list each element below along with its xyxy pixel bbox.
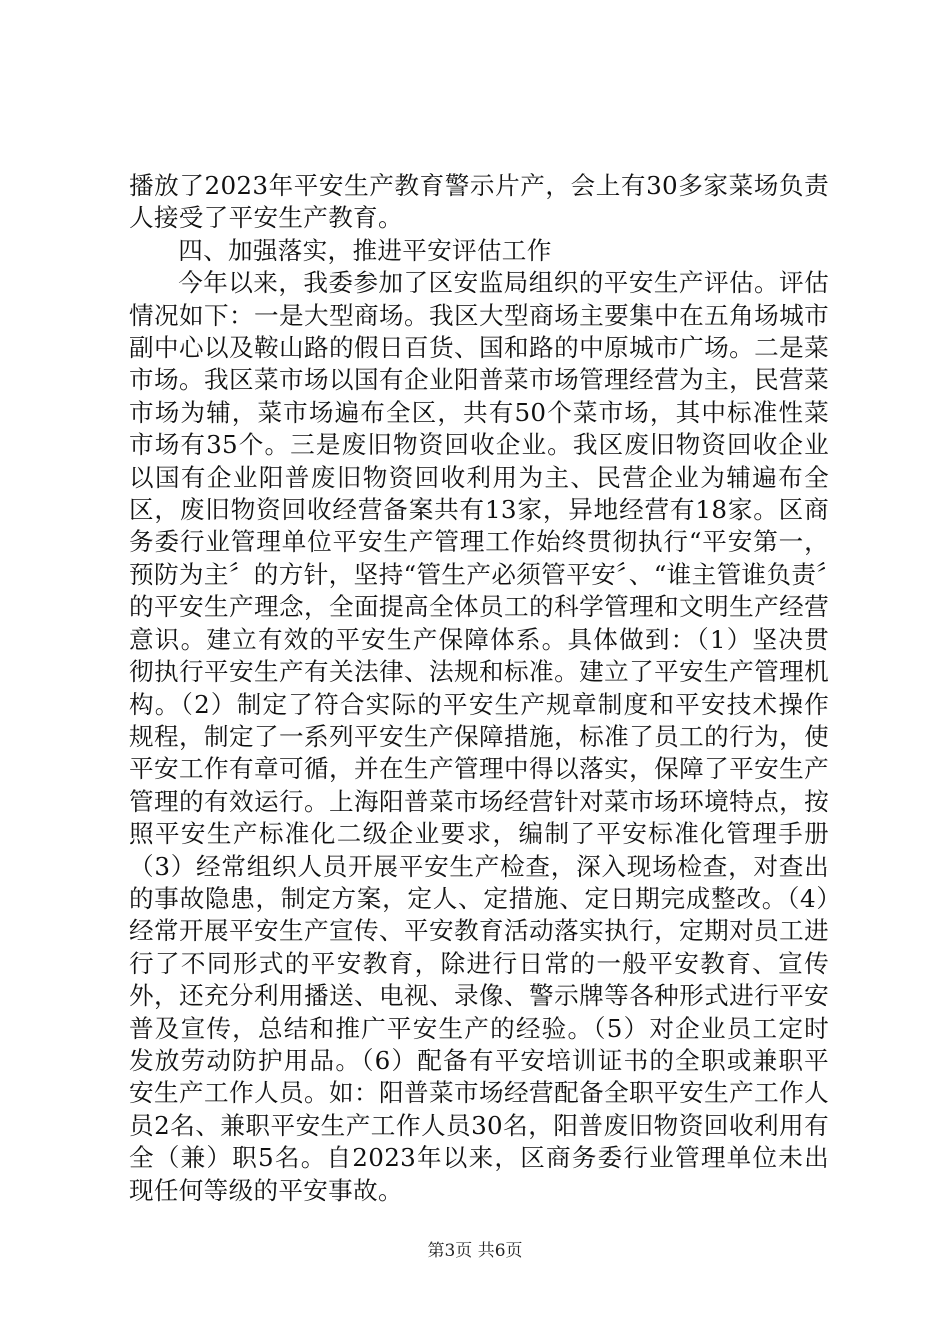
section-heading-4: 四、加强落实，推进平安评估工作 (178, 235, 552, 265)
document-body (129, 170, 829, 1207)
paragraph-intro: 播放了2023年平安生产教育警示片产，会上有30多家菜场负责人接受了平安生产教育。 (129, 171, 829, 233)
page-number-label: 第3页 共6页 (427, 1241, 523, 1261)
paragraph-assessment: 今年以来，我委参加了区安监局组织的平安生产评估。评估情况如下：一是大型商场。我区大型商场主要集中在五角场城市副中心以及鞍山路的假日百货、国和路的中原城市广场。二是菜市场。我区菜市场以国有企业阳普菜市场管理经营为主，民营菜市场为辅，菜市场遍布全区，共有50个菜市场，其中标准性菜市场有35个。三是废旧物资回收企业。我区废旧物资回收企业以国有企业阳普废旧物资回收利用为主、民营企业为辅遍布全区，废旧物资回收经营备案共有13家，异地经营有18家。区商务委行业管理单位平安生产管理工作始终贯彻执行“平安第一，预防为主〞的方针，坚持“管生产必须管平安〞、“谁主管谁负责〞的平安生产理念，全面提高全体员工的科学管理和文明生产经营意识。建立有效的平安生产保障体系。具体做到：（1）坚决贯彻执行平安生产有关法律、法规和标准。建立了平安生产管理机构。（2）制定了符合实际的平安生产规章制度和平安技术操作规程，制定了一系列平安生产保障措施，标准了员工的行为，使平安工作有章可循，并在生产管理中得以落实，保障了平安生产管理的有效运行。上海阳普菜市场经营针对菜市场环境特点，按照平安生产标准化二级企业要求，编制了平安标准化管理手册（3）经常组织人员开展平安生产检查，深入现场检查，对查出的事故隐患，制定方案，定人、定措施、定日期完成整改。（4）经常开展平安生产宣传、平安教育活动落实执行，定期对员工进行了不同形式的平安教育，除进行日常的一般平安教育、宣传外，还充分利用播送、电视、录像、警示牌等各种形式进行平安普及宣传，总结和推广平安生产的经验。（5）对企业员工定时发放劳动防护用品。（6）配备有平安培训证书的全职或兼职平安生产工作人员。如：阳普菜市场经营配备全职平安生产工作人员2名、兼职平安生产工作人员30名，阳普废旧物资回收利用有全（兼）职5名。自2023年以来，区商务委行业管理单位未出现任何等级的平安事故。 (129, 268, 829, 1205)
page-footer (0, 1240, 950, 1262)
